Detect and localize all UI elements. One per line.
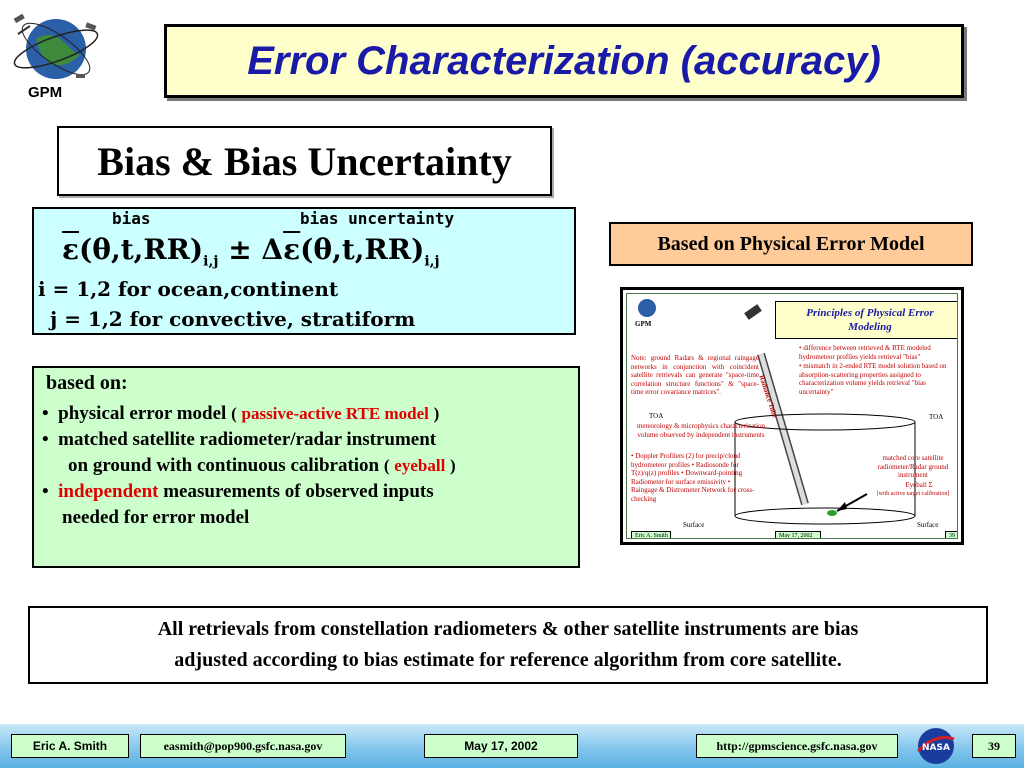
- thumbnail-eyeball: Eyeball Σ: [905, 481, 933, 489]
- thumbnail-title-line-2: Modeling: [848, 321, 892, 333]
- epsilon-bar-symbol: $\overline{\varepsilon}$: [62, 233, 80, 266]
- eyeball-target: [827, 510, 837, 516]
- thumbnail-eyeball-note: [with active target calibration]: [876, 491, 950, 497]
- formula-line-j: j = 1,2 for convective, stratiform: [50, 307, 416, 331]
- footer-author: Eric A. Smith: [11, 734, 129, 758]
- thumbnail-foot-date: May 17, 2002: [775, 531, 821, 539]
- item1-text: physical error model: [58, 403, 227, 424]
- satellite-icon: [744, 304, 762, 320]
- gpm-globe-icon: [6, 4, 106, 94]
- formula-line-i: i = 1,2 for ocean,continent: [38, 277, 339, 301]
- item1-red-text: passive-active RTE model: [241, 404, 429, 423]
- equation-subscript: i,j: [203, 253, 219, 270]
- formula-box: [32, 207, 576, 335]
- thumbnail-toa-left: TOA: [649, 412, 664, 420]
- equation-args: (θ,t,RR): [79, 233, 204, 266]
- thumbnail-radiance-tube: Radiance Tube: [757, 374, 779, 419]
- subtitle-box: [57, 126, 552, 196]
- item2-paren-close: ): [450, 456, 456, 475]
- thumbnail-title-line-1: Principles of Physical Error: [806, 307, 934, 319]
- item3-red-text: independent: [58, 481, 159, 502]
- thumbnail-surface-left: Surface: [683, 521, 705, 529]
- plus-minus-symbol: ±: [228, 233, 252, 266]
- based-on-item-2-line-2: [42, 453, 570, 479]
- bullet: •: [42, 481, 49, 502]
- slide-title-box: [164, 24, 964, 98]
- thumbnail-bullet-2: • mismatch in 2-ended RTE model solution based on absorption-scattering properties assigned to characterization volume yields retrieval "bias uncertainty": [799, 362, 947, 396]
- thumbnail-note: Note: ground Radars & regional raingage networks in conjunction with coincident satellite retrievals can generate "space-time correlation structure functions" & "space-time error covariance matrices".: [631, 354, 759, 396]
- item3-text: measurements of observed inputs: [163, 481, 434, 502]
- physical-error-model-label: Based on Physical Error Model: [657, 232, 925, 255]
- equation-subscript-2: i,j: [424, 253, 440, 270]
- formula-label-bias: bias: [112, 209, 151, 228]
- summary-text: [158, 614, 859, 676]
- volume-bottom: [735, 508, 915, 524]
- bullet: •: [42, 429, 49, 450]
- based-on-item-1: [42, 401, 570, 427]
- item2-line2: on ground with continuous calibration: [68, 455, 380, 476]
- item3-line2: needed for error model: [62, 507, 250, 528]
- epsilon-bar-symbol-2: $\overline{\varepsilon}$: [283, 233, 301, 266]
- thumbnail-surface-right: Surface: [917, 521, 939, 529]
- item2-line1: matched satellite radiometer/radar instrument: [58, 429, 437, 450]
- footer-page-number: 39: [972, 734, 1016, 758]
- based-on-item-3: [42, 479, 570, 505]
- footer-date: May 17, 2002: [424, 734, 578, 758]
- thumbnail-toa-right: TOA: [929, 413, 944, 421]
- thumbnail-foot-page: 39: [945, 531, 958, 539]
- slide-title: Error Characterization (accuracy): [247, 38, 881, 83]
- based-on-box: [32, 366, 580, 568]
- based-on-item-2: [42, 427, 570, 453]
- summary-box: [28, 606, 988, 684]
- thumbnail-title: [775, 301, 958, 339]
- based-on-heading: based on:: [46, 372, 128, 394]
- thumbnail-instrument-list: • Doppler Profilers (2) for precip/cloud hydrometeor profiles • Radiosonde for T(z)/q(z) profiles • Downward-pointing Radiometer for surface emissivity • Raingage & Distrometer Network for cross-checking: [631, 452, 755, 503]
- summary-line-1: All retrievals from constellation radiometers & other satellite instruments are bias: [157, 618, 859, 640]
- item1-paren-close: ): [433, 404, 440, 423]
- based-on-item-3-line-2: [42, 505, 570, 531]
- thumbnail-volume-text: meteorology & microphysics characterization volume observed by independent instruments: [636, 422, 766, 439]
- thumbnail-foot-name: Eric A. Smith: [631, 531, 671, 539]
- footer-url: http://gpmscience.gsfc.nasa.gov: [696, 734, 898, 758]
- item2-red-text: eyeball: [394, 456, 446, 475]
- nasa-logo-text: NASA: [922, 743, 950, 753]
- delta-symbol: Δ: [261, 233, 284, 266]
- footer-bar: [0, 724, 1024, 768]
- gpm-logo-text: GPM: [28, 84, 63, 101]
- equation-args-2: (θ,t,RR): [300, 233, 425, 266]
- thumbnail-matched: matched core satellite radiometer/Radar ground instrument: [877, 454, 949, 479]
- physical-error-model-thumbnail: [620, 287, 964, 545]
- formula-label-uncertainty: bias uncertainty: [300, 209, 455, 228]
- physical-error-model-box: [609, 222, 973, 266]
- thumbnail-inner: [626, 293, 958, 539]
- thumbnail-bullet-1: • difference between retrieved & RTE modeled hydrometeor profiles yields retrieval "bias": [799, 344, 931, 361]
- item2-paren-open: (: [383, 456, 390, 475]
- item1-paren-open: (: [231, 404, 237, 423]
- bias-equation: [62, 233, 440, 270]
- thumbnail-globe-icon: [638, 299, 656, 317]
- nasa-logo-icon: [914, 725, 958, 767]
- summary-line-2: adjusted according to bias estimate for reference algorithm from core satellite.: [174, 649, 842, 671]
- bullet: •: [42, 403, 49, 424]
- thumbnail-logo-text: GPM: [635, 320, 652, 328]
- subtitle: Bias & Bias Uncertainty: [97, 138, 512, 184]
- footer-email: easmith@pop900.gsfc.nasa.gov: [140, 734, 346, 758]
